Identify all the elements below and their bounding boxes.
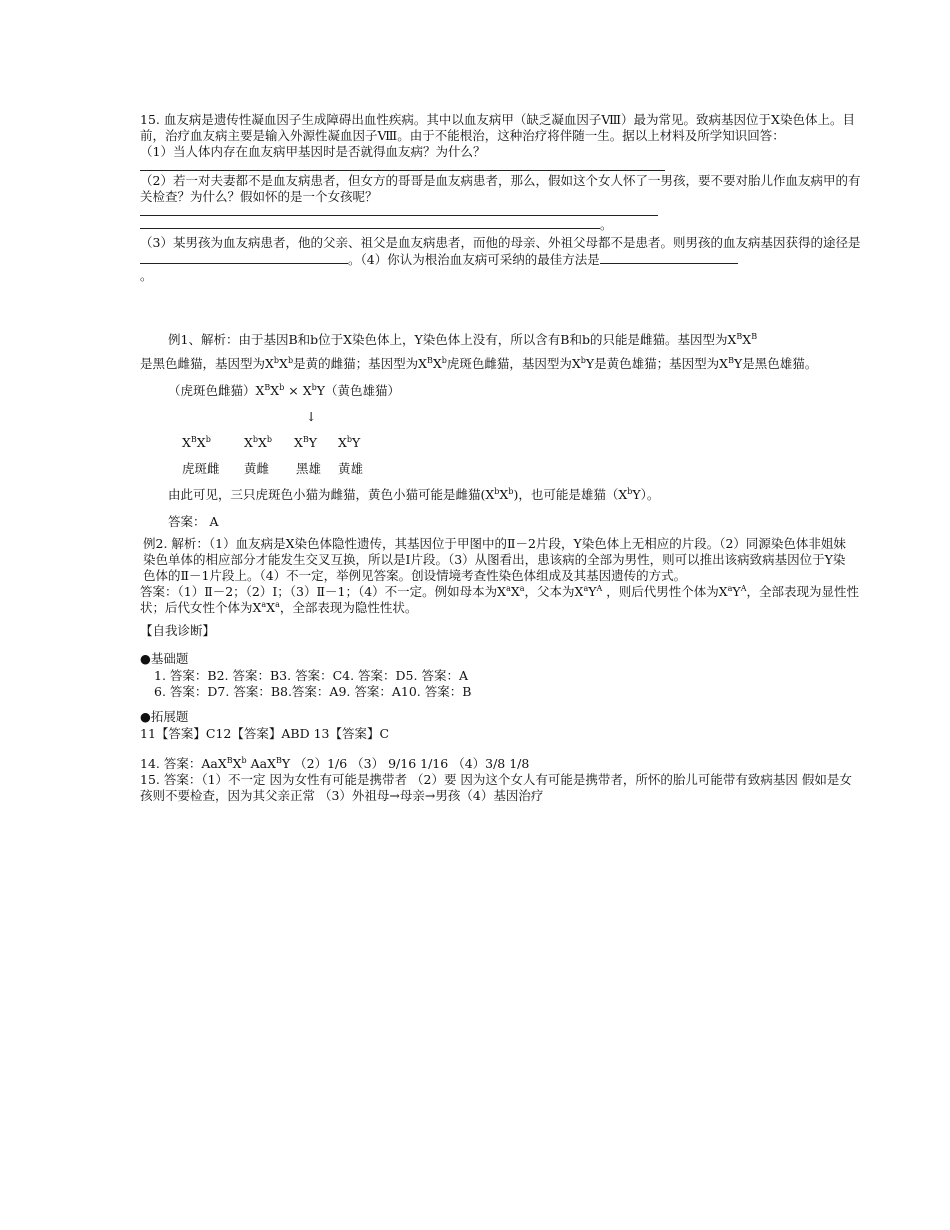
ex1-answer: 答案： A [168,514,219,529]
answer-blank [140,216,600,229]
answer-blank [140,251,348,264]
ex1-analysis: 例1、解析：由于基因B和b位于X染色体上，Y染色体上没有，所以含有B和b的只能是雌猫。基因型为$X^BX^B$ [168,332,758,347]
q15-intro: 15. 血友病是遗传性凝血因子生成障碍出血性疾病。其中以血友病甲（缺乏凝血因子Ⅷ）最为常见。致病基因位于X染色体上。目前，治疗血友病主要是输入外源性凝血因子Ⅷ。由于不能根治，这种治疗将伴随一生。据以上材料及所学知识回答： [140,112,855,143]
answer-line [140,170,665,171]
genotype-1: $X^BX^b$ [182,435,211,450]
ex1-cross: （虎斑色雌猫）$X^BX^b \times X^bY$（黄色雄猫） [168,383,401,398]
ex1-offspring-genotypes [140,430,862,456]
genotype-4: $X^bY$ [337,435,361,450]
extension-answers: 11【答案】C12【答案】ABD 13【答案】C [140,726,390,741]
q15-part2-line: 。 [140,216,862,233]
answer-blank [600,251,738,264]
genotype-2: $X^bX^b$ [243,435,273,450]
ex2-analysis: 例2. 解析：（1）血友病是X染色体隐性遗传，其基因位于甲图中的Ⅱ－2片段，Y染色体上无相应的片段。（2）同源染色体非姐妹染色单体的相应部分才能发生交叉互换，所以是Ⅰ片段。（3）从图看出，患该病的全部为男性，则可以推出该病致病基因位于Y染色体的Ⅱ－1片段上。（4）不一定，举例见答案。创设情境考查性染色体组成及其基因遗传的方式。 [143,536,846,583]
answer-15: 15. 答案：（1）不一定 因为女性有可能是携带者 （2）要 因为这个女人有可能是携带者，所怀的胎儿可能带有致病基因 假如是女孩则不要检查，因为其父亲正常 （3）外祖母→母亲→男孩（4）基因治疗 [140,772,852,803]
basic-heading: ●基础题 [140,651,189,666]
ex1-analysis-cont: 是黑色雌猫，基因型为$X^bX^b$是黄的雌猫；基因型为$X^BX^b$虎斑色雌猫，基因型为$X^bY$是黄色雄猫；基因型为$X^BY$是黑色雄猫。 [140,356,818,371]
genotype-3: $X^BY$ [293,435,318,450]
ex1-offspring-phenotypes: 虎斑雌 黄雌 黑雄 黄雄 [182,461,364,476]
self-diagnosis-heading: 【自我诊断】 [140,623,216,638]
q15-part1: （1）当人体内存在血友病甲基因时是否就得血友病？为什么？ [140,144,486,159]
basic-answers-2: 6. 答案：D7. 答案：B8.答案：A9. 答案：A10. 答案：B [154,684,472,699]
basic-answers-1: 1. 答案：B2. 答案：B3. 答案：C4. 答案：D5. 答案：A [154,668,468,683]
extension-heading: ●拓展题 [140,709,189,724]
ex1-conclusion: 由此可见，三只虎斑色小猫为雌猫，黄色小猫可能是雌猫$(X^bX^b)$，也可能是雄猫$(X^bY)$。 [168,487,660,502]
document-page [140,112,862,804]
answer-14: 14. 答案：$AaX^BX^b$ AaX$^B$Y （2）1/6 （3） 9/16 1/16 （4）3/8 1/8 [140,756,530,771]
q15-part3-end: 。 [140,268,153,283]
cross-arrow: ↓ [306,409,317,424]
ex2-answer: 答案：（1）Ⅱ－2；（2）Ⅰ；（3）Ⅱ－1；（4）不一定。例如母本为$X^aX^a$，父本为$X^aY^A$ ，则后代男性个体为$X^aY^A$，全部表现为显性性状；后代女性个体为$X^aX^a$，全部表现为隐性性状。 [140,584,859,615]
q15-part3: （3）某男孩为血友病患者，他的父亲、祖父是血友病患者，而他的母亲、外祖父母都不是患者。则男孩的血友病基因获得的途径是。（4）你认为根治血友病可采纳的最佳方法是 [140,235,861,267]
q15-part2: （2）若一对夫妻都不是血友病患者，但女方的哥哥是血友病患者，那么，假如这个女人怀了一男孩，要不要对胎儿作血友病甲的有关检查？为什么？假如怀的是一个女孩呢？ [140,173,861,204]
